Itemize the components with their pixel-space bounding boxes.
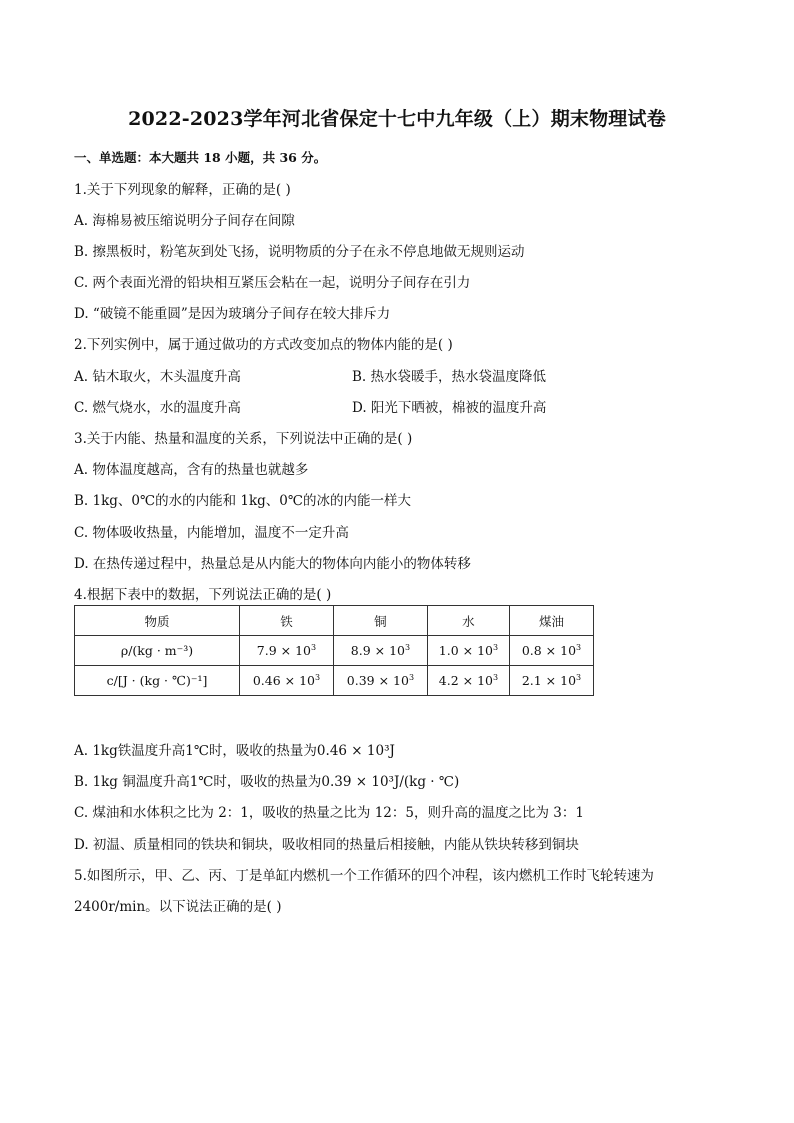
q1-stem: 1.关于下列现象的解释，正确的是( ) — [74, 182, 291, 198]
q3-option-b: B. 1kg、0℃的水的内能和 1kg、0℃的冰的内能一样大 — [74, 493, 411, 509]
q1-option-b: B. 擦黑板时，粉笔灰到处飞扬，说明物质的分子在永不停息地做无规则运动 — [74, 244, 525, 260]
q4-option-b: B. 1kg 铜温度升高1℃时，吸收的热量为0.39 × 10³J/(kg · ℃) — [74, 774, 460, 790]
table-cell: $0.39 \times 10^3$ — [333, 666, 427, 696]
q3-stem: 3.关于内能、热量和温度的关系，下列说法中正确的是( ) — [74, 431, 413, 447]
q2-option-d: D. 阳光下晒被，棉被的温度升高 — [352, 400, 547, 416]
q2-option-c: C. 燃气烧水，水的温度升高 — [74, 400, 241, 416]
q4-stem: 4.根据下表中的数据，下列说法正确的是( ) — [74, 587, 332, 603]
q1-option-d: D. “破镜不能重圆”是因为玻璃分子间存在较大排斥力 — [74, 306, 391, 322]
section-heading: 一、单选题：本大题共 18 小题，共 36 分。 — [74, 150, 327, 165]
q2-stem: 2.下列实例中，属于通过做功的方式改变加点的物体内能的是( ) — [74, 337, 453, 353]
table-cell: $0.8 \times 10^3$ — [509, 636, 593, 666]
table-row-label: ρ/(kg · m⁻³) — [75, 636, 240, 666]
q5-stem-line2: 2400r/min。以下说法正确的是( ) — [74, 899, 282, 915]
table-row — [75, 666, 594, 696]
q3-option-a: A. 物体温度越高，含有的热量也就越多 — [74, 462, 309, 478]
table-header-cell: 煤油 — [509, 606, 593, 636]
table-header-cell: 铁 — [239, 606, 333, 636]
table-cell: $1.0 \times 10^3$ — [427, 636, 509, 666]
q5-stem-line1: 5.如图所示，甲、乙、丙、丁是单缸内燃机一个工作循环的四个冲程，该内燃机工作时飞轮转速为 — [74, 868, 654, 884]
table-header-row — [75, 606, 594, 636]
table-row-label: c/[J · (kg · ℃)⁻¹] — [75, 666, 240, 696]
q3-option-d: D. 在热传递过程中，热量总是从内能大的物体向内能小的物体转移 — [74, 556, 471, 572]
table-row — [75, 636, 594, 666]
table-cell: $0.46 \times 10^3$ — [239, 666, 333, 696]
table-cell: $2.1 \times 10^3$ — [509, 666, 593, 696]
table-cell: $7.9 \times 10^3$ — [239, 636, 333, 666]
q1-option-a: A. 海棉易被压缩说明分子间存在间隙 — [74, 213, 295, 229]
q4-option-a: A. 1kg铁温度升高1℃时，吸收的热量为0.46 × 10³J — [74, 743, 395, 759]
q4-option-c: C. 煤油和水体积之比为 2：1，吸收的热量之比为 12：5，则升高的温度之比为 3：1 — [74, 805, 584, 821]
table-cell: $8.9 \times 10^3$ — [333, 636, 427, 666]
table-header-cell: 物质 — [75, 606, 240, 636]
q2-option-a: A. 钻木取火，木头温度升高 — [74, 369, 241, 385]
q3-option-c: C. 物体吸收热量，内能增加，温度不一定升高 — [74, 525, 349, 541]
exam-title: 2022-2023学年河北省保定十七中九年级（上）期末物理试卷 — [128, 108, 666, 130]
table-header-cell: 铜 — [333, 606, 427, 636]
table-cell: $4.2 \times 10^3$ — [427, 666, 509, 696]
q1-option-c: C. 两个表面光滑的铅块相互紧压会粘在一起，说明分子间存在引力 — [74, 275, 471, 291]
q4-option-d: D. 初温、质量相同的铁块和铜块，吸收相同的热量后相接触，内能从铁块转移到铜块 — [74, 837, 579, 853]
q2-option-b: B. 热水袋暖手，热水袋温度降低 — [352, 369, 547, 385]
material-data-table — [74, 605, 594, 696]
table-header-cell: 水 — [427, 606, 509, 636]
